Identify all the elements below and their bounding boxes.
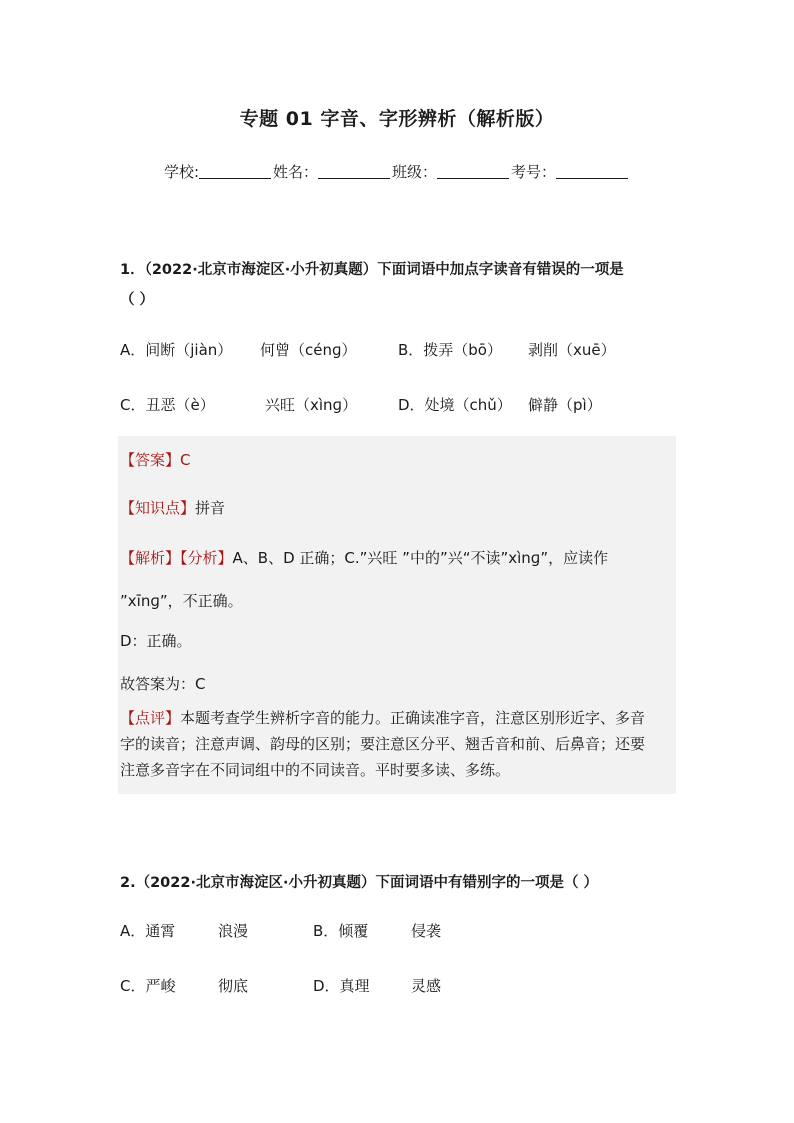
option-a1[interactable]: A．间断（jiàn） <box>120 341 233 359</box>
page-title: 专题 01 字音、字形辨析（解析版） <box>239 108 555 130</box>
q2-option-a1[interactable]: A．通霄 <box>120 922 176 940</box>
name-label: 姓名： <box>273 163 319 181</box>
comment-row-1 <box>120 705 672 731</box>
q2-option-b1[interactable]: B．倾覆 <box>313 922 369 940</box>
comment-line-3: 注意多音字在不同词组中的不同读音。平时要多读、多练。 <box>120 761 511 779</box>
question-1-heading-paren: （ ） <box>120 292 155 308</box>
option-b1[interactable]: B．拨弄（bō） <box>398 341 502 359</box>
class-label: 班级： <box>392 163 438 181</box>
option-d2: 僻静（pì） <box>528 396 602 414</box>
student-info-line <box>0 161 794 182</box>
q2-option-c1[interactable]: C．严峻 <box>120 977 176 995</box>
school-blank[interactable] <box>199 164 271 179</box>
question-1-options-ab <box>120 339 616 360</box>
knowledge-point-tag: 【知识点】 <box>120 499 196 517</box>
question-2-heading: 2.（2022·北京市海淀区·小升初真题）下面词语中有错别字的一项是（ ） <box>120 875 599 891</box>
school-label: 学校: <box>163 163 199 181</box>
number-label: 考号： <box>511 163 557 181</box>
q2-option-a2: 浪漫 <box>218 922 249 940</box>
option-a2: 何曾（cénɡ） <box>260 341 357 359</box>
class-blank[interactable] <box>437 164 509 179</box>
question-1-heading: 1．（2022·北京市海淀区·小升初真题）下面词语中加点字读音有错误的一项是 <box>120 262 624 278</box>
answer-value: C <box>180 451 191 469</box>
comment-tag: 【点评】 <box>120 709 181 727</box>
analysis-line-2: ”xīnɡ”，不正确。 <box>120 592 243 610</box>
q2-option-b2: 侵袭 <box>411 922 442 940</box>
knowledge-point-value: 拼音 <box>195 499 226 517</box>
q2-option-c2: 彻底 <box>218 977 249 995</box>
answer-tag: 【答案】 <box>120 451 181 469</box>
q2-option-d2: 灵感 <box>411 977 442 995</box>
option-b2: 剥削（xuē） <box>528 341 616 359</box>
question-2-options-ab <box>120 920 441 941</box>
name-blank[interactable] <box>318 164 390 179</box>
comment-line-2: 字的读音；注意声调、韵母的区别；要注意区分平、翘舌音和前、后鼻音；还要 <box>120 735 646 753</box>
knowledge-point-row <box>120 497 225 518</box>
answer-row <box>120 449 191 470</box>
analysis-tag: 【解析】【分析】 <box>120 549 233 567</box>
option-c2: 兴旺（xìnɡ） <box>265 396 358 414</box>
option-c1[interactable]: C．丑恶（è） <box>120 396 215 414</box>
option-d1[interactable]: D．处境（chǔ） <box>398 396 512 414</box>
question-1-options-cd <box>120 394 602 415</box>
number-blank[interactable] <box>556 164 628 179</box>
comment-paragraph <box>120 705 672 783</box>
question-2-options-cd <box>120 975 441 996</box>
q2-option-d1[interactable]: D．真理 <box>313 977 370 995</box>
analysis-d-line: D：正确。 <box>120 632 192 650</box>
final-answer-line: 故答案为：C <box>120 675 206 693</box>
comment-line-1: 本题考查学生辨析字音的能力。正确读准字音，注意区别形近字、多音 <box>180 709 646 727</box>
analysis-row <box>120 547 608 568</box>
analysis-line-1: A、B、D 正确；C.”兴旺 ”中的”兴“不读”xìnɡ”，应读作 <box>232 549 609 567</box>
